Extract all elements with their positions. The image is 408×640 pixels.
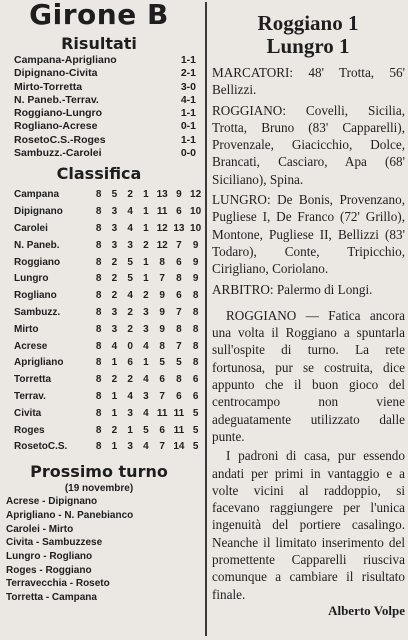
standings-cell: 8 bbox=[95, 206, 102, 218]
standings-cell: 1 bbox=[143, 222, 149, 234]
standings-cell: 2 bbox=[127, 189, 133, 201]
standings-cell: 1 bbox=[111, 390, 118, 402]
result-row bbox=[4, 134, 202, 147]
standings-team: Dipignano bbox=[14, 206, 63, 218]
standings-cell: 12 bbox=[156, 222, 168, 234]
standings-cell: 7 bbox=[176, 239, 182, 251]
standings-cell: 10 bbox=[190, 222, 202, 234]
standings-team: Mirto bbox=[14, 323, 39, 335]
standings-row bbox=[4, 288, 204, 305]
result-match: N. Paneb.-Terrav. bbox=[14, 93, 99, 106]
next-round-match: Lungro - Rogliano bbox=[6, 550, 93, 562]
result-match: Rogliano-Acrese bbox=[14, 120, 98, 133]
standings-row bbox=[4, 439, 204, 456]
standings-team: Roggiano bbox=[14, 256, 61, 268]
standings-cell: 7 bbox=[159, 390, 165, 402]
standings-cell: 2 bbox=[127, 374, 133, 386]
standings-cell: 9 bbox=[192, 273, 199, 285]
result-score: 3-0 bbox=[180, 80, 196, 93]
standings-cell: 5 bbox=[143, 424, 149, 436]
result-match: RosetoC.S.-Roges bbox=[14, 133, 106, 146]
standings-cell: 8 bbox=[95, 407, 102, 419]
result-score: 1-1 bbox=[180, 54, 196, 66]
standings-cell: 8 bbox=[95, 189, 102, 201]
standings-row bbox=[4, 355, 204, 372]
standings-cell: 8 bbox=[95, 374, 102, 386]
standings-cell: 2 bbox=[111, 273, 118, 285]
next-round-heading: Prossimo turno bbox=[30, 462, 168, 482]
standings-team: Terrav. bbox=[14, 390, 46, 402]
standings-cell: 4 bbox=[143, 340, 149, 352]
standings-cell: 5 bbox=[192, 424, 199, 436]
standings-table bbox=[4, 187, 204, 456]
standings-team: Acrese bbox=[14, 340, 48, 352]
standings-cell: 8 bbox=[95, 256, 102, 268]
standings-team: Carolei bbox=[14, 222, 48, 234]
standings-cell: 6 bbox=[176, 206, 182, 218]
standings-cell: 3 bbox=[127, 239, 133, 251]
standings-team: Lungro bbox=[14, 273, 49, 285]
standings-cell: 8 bbox=[95, 273, 102, 285]
result-row bbox=[4, 81, 202, 94]
result-score: 1-1 bbox=[180, 107, 196, 120]
standings-cell: 10 bbox=[190, 206, 202, 218]
headline-home: Roggiano 1 bbox=[257, 11, 359, 35]
next-round-match: Torretta - Campana bbox=[6, 591, 97, 603]
author-byline: Alberto Volpe bbox=[328, 602, 405, 618]
standings-cell: 8 bbox=[95, 441, 102, 453]
standings-cell: 2 bbox=[127, 306, 133, 318]
result-match: Sambuzz.-Carolei bbox=[14, 147, 102, 160]
standings-row bbox=[4, 255, 204, 272]
report-paragraph-2: I padroni di casa, pur essendo andati per primi in vantaggio e a volte vicini al raddoppio, si facevano raggiungere per l'unica ingenuità del portiere casalingo. Neanche il limitato inserimento del promettente Capparelli riusciva comunque a cambiare il risultato finale. bbox=[212, 448, 405, 602]
standings-cell: 1 bbox=[127, 424, 133, 436]
standings-cell: 8 bbox=[192, 357, 199, 369]
standings-cell: 2 bbox=[111, 290, 118, 302]
standings-cell: 1 bbox=[143, 273, 149, 285]
standings-cell: 4 bbox=[127, 290, 133, 302]
standings-cell: 8 bbox=[176, 273, 182, 285]
roggiano-lineup: ROGGIANO: Covelli, Sicilia, Trotta, Bruno (83' Capparelli), Provenzale, Giacicchio, Dolce, Brancati, Casciaro, Apa (68' Siciliano), Spina. bbox=[212, 102, 405, 187]
result-match: Mirto-Torretta bbox=[14, 80, 83, 93]
standings-cell: 6 bbox=[159, 374, 165, 386]
standings-cell: 8 bbox=[95, 390, 102, 402]
results-heading: Risultati bbox=[61, 34, 137, 53]
standings-cell: 8 bbox=[95, 323, 102, 335]
referee-line: ARBITRO: Palermo di Longi. bbox=[212, 281, 373, 297]
standings-cell: 0 bbox=[127, 340, 133, 352]
match-report-column bbox=[212, 0, 406, 640]
standings-cell: 1 bbox=[111, 357, 118, 369]
standings-cell: 5 bbox=[111, 189, 118, 201]
standings-cell: 8 bbox=[176, 323, 182, 335]
standings-cell: 12 bbox=[190, 189, 202, 201]
standings-cell: 8 bbox=[159, 256, 165, 268]
next-round-match: Civita - Sambuzzese bbox=[6, 537, 103, 549]
next-round-match: Carolei - Mirto bbox=[6, 523, 74, 535]
standings-row bbox=[4, 339, 204, 356]
standings-cell: 8 bbox=[176, 374, 182, 386]
standings-cell: 3 bbox=[111, 206, 118, 218]
standings-cell: 11 bbox=[173, 407, 185, 419]
standings-cell: 5 bbox=[127, 273, 133, 285]
standings-cell: 9 bbox=[192, 239, 199, 251]
standings-cell: 2 bbox=[111, 256, 118, 268]
standings-cell: 7 bbox=[159, 273, 165, 285]
standings-row bbox=[4, 238, 204, 255]
group-title: Girone B bbox=[29, 0, 169, 31]
standings-cell: 8 bbox=[95, 306, 102, 318]
standings-cell: 1 bbox=[143, 256, 149, 268]
standings-cell: 8 bbox=[192, 290, 199, 302]
standings-cell: 3 bbox=[143, 306, 149, 318]
standings-cell: 11 bbox=[156, 407, 168, 419]
standings-cell: 2 bbox=[143, 290, 149, 302]
standings-cell: 8 bbox=[95, 222, 102, 234]
standings-cell: 4 bbox=[111, 340, 118, 352]
standings-cell: 2 bbox=[111, 424, 118, 436]
standings-cell: 8 bbox=[95, 424, 102, 436]
next-round-match: Roges - Roggiano bbox=[6, 564, 92, 576]
standings-cell: 13 bbox=[156, 189, 168, 201]
standings-cell: 5 bbox=[159, 357, 165, 369]
standings-cell: 5 bbox=[192, 441, 199, 453]
next-round-list bbox=[4, 495, 204, 605]
standings-cell: 8 bbox=[95, 340, 102, 352]
result-row bbox=[4, 54, 202, 67]
standings-cell: 12 bbox=[156, 239, 168, 251]
standings-cell: 2 bbox=[127, 323, 133, 335]
next-round-match: Acrese - Dipignano bbox=[6, 496, 98, 508]
result-score: 4-1 bbox=[180, 93, 196, 106]
standings-cell: 8 bbox=[95, 239, 102, 251]
standings-cell: 3 bbox=[111, 222, 118, 234]
standings-cell: 6 bbox=[176, 390, 182, 402]
standings-cell: 8 bbox=[192, 340, 199, 352]
standings-cell: 3 bbox=[143, 323, 149, 335]
standings-cell: 14 bbox=[173, 441, 185, 453]
standings-cell: 4 bbox=[127, 206, 133, 218]
result-score: 2-1 bbox=[180, 67, 196, 80]
standings-cell: 6 bbox=[127, 357, 133, 369]
standings-cell: 5 bbox=[127, 256, 133, 268]
standings-cell: 6 bbox=[159, 424, 165, 436]
column-divider bbox=[205, 2, 207, 636]
standings-cell: 6 bbox=[192, 390, 199, 402]
headline-away: Lungro 1 bbox=[266, 34, 350, 58]
standings-cell: 8 bbox=[95, 357, 102, 369]
standings-cell: 5 bbox=[176, 357, 182, 369]
result-row bbox=[4, 147, 202, 160]
standings-cell: 4 bbox=[143, 407, 149, 419]
result-match: Campana-Aprigliano bbox=[14, 54, 117, 66]
standings-cell: 4 bbox=[143, 441, 149, 453]
standings-cell: 9 bbox=[192, 256, 199, 268]
standings-team: Roges bbox=[14, 424, 45, 436]
standings-team: Rogliano bbox=[14, 290, 57, 302]
standings-cell: 4 bbox=[127, 222, 133, 234]
standings-cell: 1 bbox=[111, 407, 118, 419]
result-row bbox=[4, 94, 202, 107]
standings-cell: 9 bbox=[159, 290, 165, 302]
next-round-date: (19 novembre) bbox=[64, 483, 134, 495]
next-round-match: Terravecchia - Roseto bbox=[6, 578, 110, 590]
result-row bbox=[4, 67, 202, 80]
standings-cell: 6 bbox=[176, 256, 182, 268]
standings-cell: 3 bbox=[127, 407, 133, 419]
group-b-column bbox=[4, 0, 204, 640]
standings-row bbox=[4, 372, 204, 389]
standings-row bbox=[4, 423, 204, 440]
standings-team: Civita bbox=[14, 407, 42, 419]
standings-team: RosetoC.S. bbox=[14, 441, 68, 453]
standings-cell: 11 bbox=[156, 206, 168, 218]
standings-team: N. Paneb. bbox=[14, 239, 60, 251]
standings-team: Campana bbox=[14, 189, 60, 201]
result-score: 0-1 bbox=[180, 120, 196, 133]
standings-cell: 3 bbox=[111, 323, 118, 335]
standings-cell: 3 bbox=[127, 441, 133, 453]
standings-cell: 1 bbox=[111, 441, 118, 453]
standings-cell: 7 bbox=[159, 441, 165, 453]
standings-team: Sambuzz. bbox=[14, 306, 61, 318]
standings-cell: 9 bbox=[159, 306, 165, 318]
scorers-line: MARCATORI: 48' Trotta, 56' Bellizzi. bbox=[212, 65, 405, 98]
standings-row bbox=[4, 322, 204, 339]
standings-team: Aprigliano bbox=[14, 357, 64, 369]
standings-cell: 6 bbox=[176, 290, 182, 302]
standings-cell: 1 bbox=[143, 189, 149, 201]
result-score: 0-0 bbox=[180, 147, 196, 160]
standings-cell: 3 bbox=[111, 239, 118, 251]
standings-row bbox=[4, 187, 204, 204]
standings-cell: 5 bbox=[192, 407, 199, 419]
standings-cell: 8 bbox=[192, 306, 199, 318]
standings-cell: 7 bbox=[176, 306, 182, 318]
standings-team: Torretta bbox=[14, 374, 52, 386]
results-list bbox=[4, 54, 204, 160]
result-match: Dipignano-Civita bbox=[14, 67, 98, 80]
standings-cell: 13 bbox=[173, 222, 185, 234]
result-row bbox=[4, 120, 202, 133]
standings-cell: 8 bbox=[192, 323, 199, 335]
standings-cell: 8 bbox=[95, 290, 102, 302]
standings-heading: Classifica bbox=[56, 164, 142, 184]
standings-cell: 11 bbox=[173, 424, 185, 436]
standings-row bbox=[4, 271, 204, 288]
standings-cell: 4 bbox=[127, 390, 133, 402]
standings-cell: 1 bbox=[143, 357, 149, 369]
standings-row bbox=[4, 221, 204, 238]
standings-cell: 3 bbox=[111, 306, 118, 318]
standings-cell: 9 bbox=[176, 189, 182, 201]
report-paragraph-1: ROGGIANO — Fatica ancora una volta il Roggiano a spuntarla sull'ospite di turno. La rete fortunosa, pur se costruita, dice appunto che il buon gioco del centrocampo non viene adeguatamente utilizzato dalle punte. bbox=[212, 307, 405, 444]
result-match: Roggiano-Lungro bbox=[14, 107, 103, 120]
standings-cell: 2 bbox=[143, 239, 149, 251]
standings-row bbox=[4, 406, 204, 423]
next-round-match: Aprigliano - N. Panebianco bbox=[6, 509, 134, 521]
standings-row bbox=[4, 389, 204, 406]
result-row bbox=[4, 107, 202, 120]
lungro-lineup: LUNGRO: De Bonis, Provenzano, Pugliese I, De Franco (72' Grillo), Montone, Pugliese II, Bellizzi (83' Todaro), Conte, Tripicchio, Cirigliano, Coriolano. bbox=[212, 192, 405, 277]
standings-cell: 4 bbox=[143, 374, 149, 386]
standings-cell: 8 bbox=[159, 340, 165, 352]
standings-cell: 6 bbox=[192, 374, 199, 386]
standings-cell: 7 bbox=[176, 340, 182, 352]
standings-row bbox=[4, 305, 204, 322]
standings-row bbox=[4, 204, 204, 221]
standings-cell: 9 bbox=[159, 323, 165, 335]
standings-cell: 1 bbox=[143, 206, 149, 218]
standings-cell: 2 bbox=[111, 374, 118, 386]
result-score: 1-1 bbox=[180, 133, 196, 146]
standings-cell: 3 bbox=[143, 390, 149, 402]
